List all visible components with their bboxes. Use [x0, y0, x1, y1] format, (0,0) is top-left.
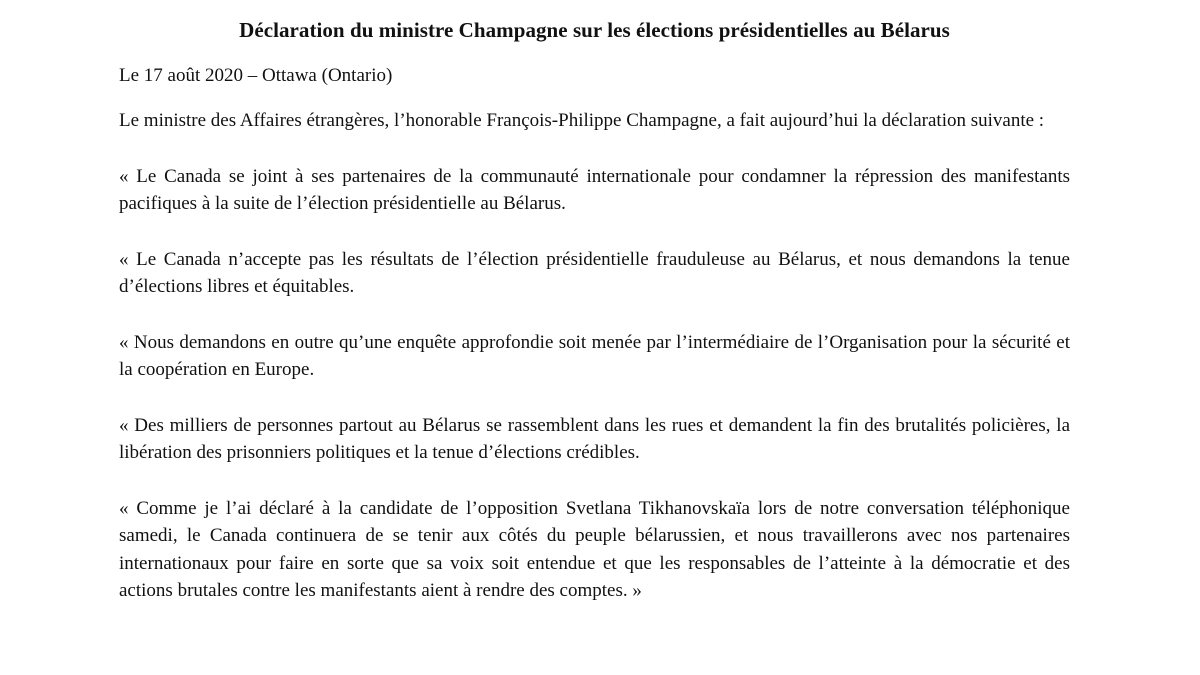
paragraph-closing-quote: « Comme je l’ai déclaré à la candidate de l’opposition Svetlana Tikhanovskaïa lors de notre conversation téléphonique samedi, le Canada continuera de se tenir aux côtés du peuple bélarussien, et nous travaillerons avec nos partenaires internationaux pour faire en sorte que sa voix soit entendue et que les responsables de l’atteinte à la démocratie et des actions brutales contre les manifestants aient à rendre des comptes. »	[119, 497, 1070, 601]
dateline: Le 17 août 2020 – Ottawa (Ontario)	[119, 65, 393, 86]
document-title: Déclaration du ministre Champagne sur les élections présidentielles au Bélarus	[239, 18, 950, 42]
paragraph-results-rejected: « Le Canada n’accepte pas les résultats de l’élection présidentielle frauduleuse au Bélarus, et nous demandons la tenue d’élections libres et équitables.	[119, 248, 1070, 297]
paragraph-condemnation: « Le Canada se joint à ses partenaires de la communauté internationale pour condamner la répression des manifestants pacifiques à la suite de l’élection présidentielle au Bélarus.	[119, 165, 1070, 214]
paragraph-protests: « Des milliers de personnes partout au Bélarus se rassemblent dans les rues et demandent la fin des brutalités policières, la libération des prisonniers politiques et la tenue d’élections crédibles.	[119, 414, 1070, 463]
paragraph-osce-inquiry: « Nous demandons en outre qu’une enquête approfondie soit menée par l’intermédiaire de l’Organisation pour la sécurité et la coopération en Europe.	[119, 331, 1070, 380]
paragraph-intro: Le ministre des Affaires étrangères, l’honorable François-Philippe Champagne, a fait aujourd’hui la déclaration suivante :	[119, 110, 1045, 131]
document-page	[119, 0, 1070, 605]
